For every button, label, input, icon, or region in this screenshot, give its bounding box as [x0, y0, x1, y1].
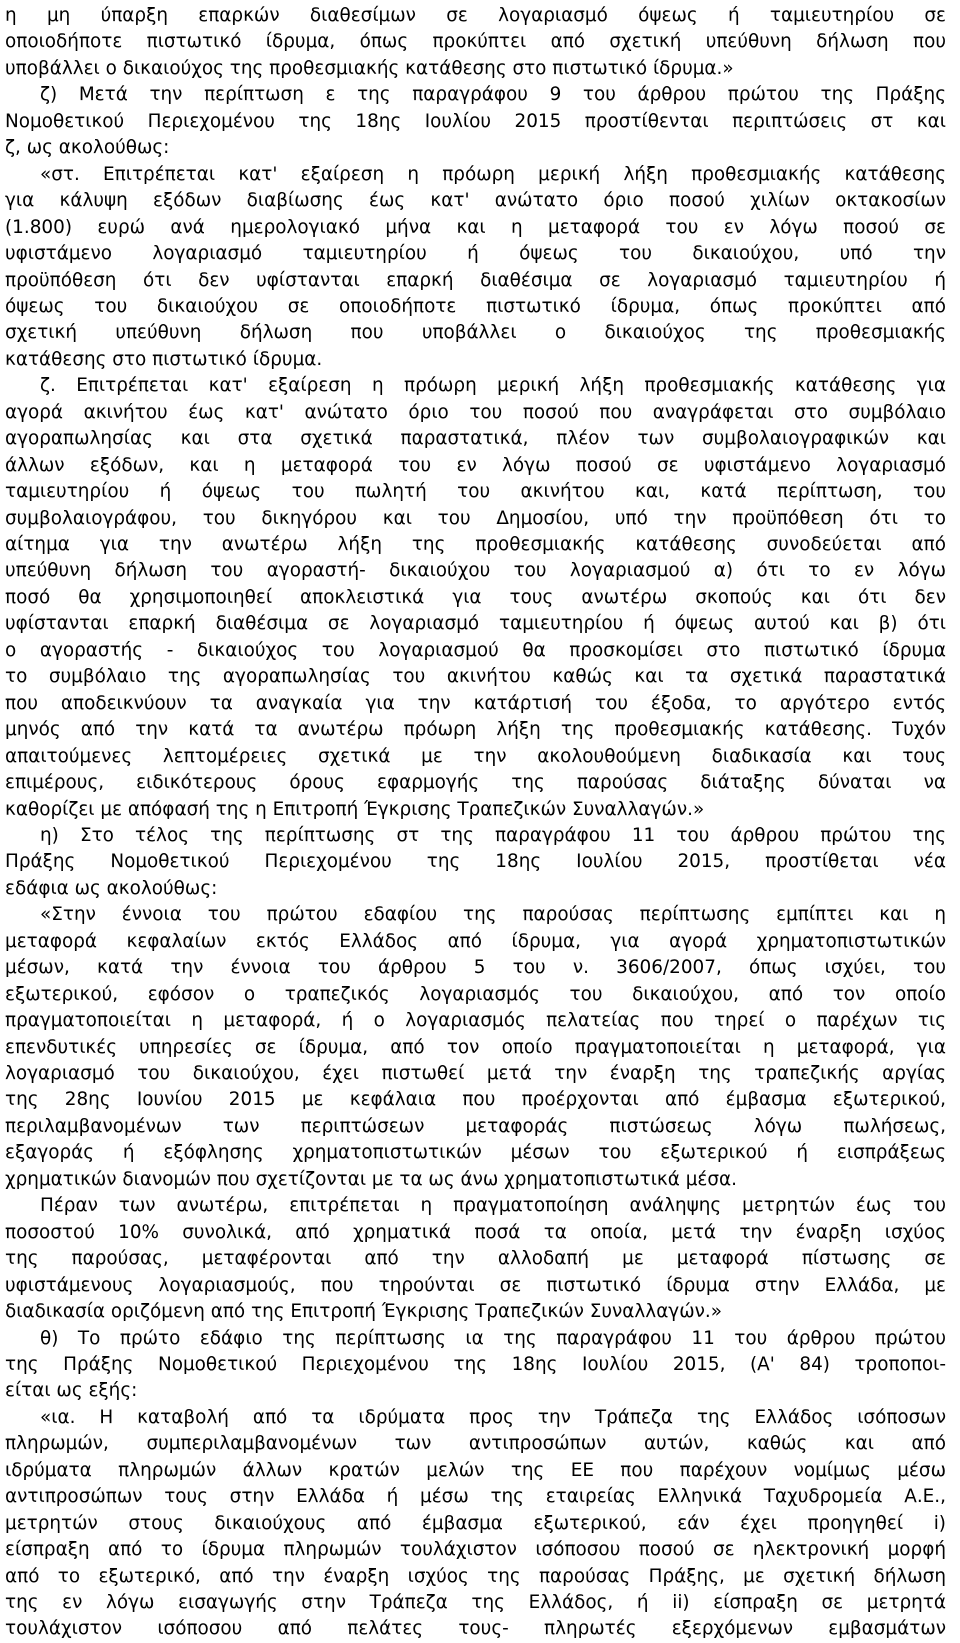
text-line-content: αίτημα για την ανωτέρω λήξη της προθεσμιακής κατάθεσης συνοδεύεται από [5, 534, 946, 555]
text-line [0, 1297, 960, 1326]
text-line [0, 1165, 960, 1194]
text-line [0, 847, 960, 876]
text-line-content: ποσοστού 10% συνολικά, από χρηματικά ποσά τα οποία, μετά την έναρξη ισχύος [5, 1221, 946, 1243]
text-line [0, 371, 960, 400]
text-line-content: (1.800) ευρώ ανά ημερολογιακό μήνα και η μεταφορά του εν λόγω ποσού σε [5, 216, 946, 238]
text-line [0, 609, 960, 638]
text-line-content: υφιστάμενους λογαριασμούς, που τηρούνται σε πιστωτικό ίδρυμα στην Ελλάδα, με [5, 1274, 946, 1296]
text-line-content: μεταφορά κεφαλαίων εκτός Ελλάδος από ίδρυμα, για αγορά χρηματοπιστωτικών [5, 930, 946, 952]
text-line-content: αγορά ακινήτου έως κατ' ανώτατο όριο του ποσού που αναγράφεται στο συμβόλαιο [5, 401, 946, 423]
text-line-content: για κάλυψη εξόδων διαβίωσης έως κατ' ανώτατο όριο ποσού χιλίων οκτακοσίων [5, 190, 946, 212]
text-line-content: Πέραν των ανωτέρω, επιτρέπεται η πραγματοποίηση ανάληψης μετρητών έως του [40, 1195, 946, 1217]
text-line [0, 795, 960, 824]
text-line [0, 292, 960, 321]
text-line [0, 504, 960, 533]
text-line [0, 715, 960, 744]
text-line-content: η) Στο τέλος της περίπτωσης στ της παραγράφου 11 του άρθρου πρώτου της [40, 824, 946, 846]
text-line-content: κατάθεσης στο πιστωτικό ίδρυμα. [5, 348, 323, 370]
text-line [0, 186, 960, 215]
text-line [0, 768, 960, 797]
text-line-content: της 28ης Ιουνίου 2015 με κεφάλαια που προέρχονται από έμβασμα εξωτερικού, [5, 1089, 946, 1111]
text-line-content: ζ. Επιτρέπεται κατ' εξαίρεση η πρόωρη μερική λήξη προθεσμιακής κατάθεσης για [40, 375, 946, 397]
text-line [0, 583, 960, 612]
text-line [0, 1614, 960, 1643]
text-line [0, 821, 960, 850]
text-line-content: μηνός από την κατά τα ανωτέρω πρόωρη λήξη της προθεσμιακής κατάθεσης. Τυχόν [5, 719, 946, 741]
text-line-content: διαδικασία οριζόμενη από της Επιτροπή Έγκρισης Τραπεζικών Συναλλαγών.» [5, 1301, 722, 1323]
text-line [0, 1456, 960, 1485]
text-line [0, 1085, 960, 1114]
text-line-content: τουλάχιστον ισόποσου από πελάτες τους- πληρωτές εξερχόμενων εμβασμάτων [5, 1618, 946, 1640]
text-line-content: είσπραξη από το ίδρυμα πληρωμών τουλάχιστον ισόποσου ποσού σε ηλεκτρονική μορφή [5, 1539, 946, 1561]
text-line [0, 1376, 960, 1405]
text-line [0, 980, 960, 1009]
text-line-content: ποσό θα χρησιμοποιηθεί αποκλειστικά για τους ανωτέρω σκοπούς και ότι δεν [5, 586, 946, 608]
text-line-content: οποιοδήποτε πιστωτικό ίδρυμα, όπως προκύπτει από σχετική υπεύθυνη δήλωση που [5, 31, 946, 53]
text-line [0, 1191, 960, 1220]
text-line-content: ζ, ως ακολούθως: [5, 137, 170, 159]
text-line [0, 133, 960, 162]
text-line-content: μετρητών στους δικαιούχους από έμβασμα εξωτερικού, εάν έχει προηγηθεί i) [5, 1512, 946, 1534]
text-line [0, 1006, 960, 1035]
text-line-content: το συμβόλαιο της αγοραπωλησίας του ακινήτου καθώς και τα σχετικά παραστατικά [5, 666, 946, 688]
text-line-content: υφίστανται επαρκή διαθέσιμα σε λογαριασμό ταμιευτηρίου ή όψεως αυτού και β) ότι [5, 613, 946, 635]
text-line [0, 1, 960, 30]
text-line [0, 1112, 960, 1141]
text-line [0, 530, 960, 559]
text-line-content: όψεως του δικαιούχου σε οποιοδήποτε πιστωτικό ίδρυμα, όπως προκύπτει από [5, 295, 946, 317]
text-line [0, 80, 960, 109]
text-line-content: «ια. Η καταβολή από τα ιδρύματα προς την Τράπεζα της Ελλάδος ισόποσων [40, 1406, 946, 1428]
text-line-content: Νομοθετικού Περιεχομένου της 18ης Ιουλίου 2015 προστίθενται περιπτώσεις στ και [5, 110, 946, 132]
text-line [0, 1403, 960, 1432]
text-line [0, 1059, 960, 1088]
text-line [0, 424, 960, 453]
text-line-content: υποβάλλει ο δικαιούχος της προθεσμιακής κατάθεσης στο πιστωτικό ίδρυμα.» [5, 57, 734, 79]
text-line-content: υπεύθυνη δήλωση του αγοραστή- δικαιούχου του λογαριασμού α) ότι το εν λόγω [5, 560, 946, 582]
text-line-content: προϋπόθεση ότι δεν υφίστανται επαρκή διαθέσιμα σε λογαριασμό ταμιευτηρίου ή [5, 269, 946, 291]
text-line [0, 927, 960, 956]
text-line [0, 662, 960, 691]
text-line [0, 1138, 960, 1167]
text-line [0, 742, 960, 771]
text-line [0, 107, 960, 136]
text-line-content: Πράξης Νομοθετικού Περιεχομένου της 18ης Ιουλίου 2015, προστίθεται νέα [5, 851, 946, 873]
text-line [0, 1033, 960, 1062]
text-line-content: χρηματικών διανομών που σχετίζονται με τα ως άνω χρηματοπιστωτικά μέσα. [5, 1168, 737, 1190]
text-line-content: της παρούσας, μεταφέρονται από την αλλοδαπή με μεταφορά πίστωσης σε [5, 1248, 946, 1270]
text-line-content: θ) Το πρώτο εδάφιο της περίπτωσης ια της παραγράφου 11 του άρθρου πρώτου [40, 1327, 946, 1349]
text-line-content: σχετική υπεύθυνη δήλωση που υποβάλλει ο δικαιούχος της προθεσμιακής [5, 322, 946, 344]
text-line [0, 1562, 960, 1591]
text-line-content: συμβολαιογράφου, του δικηγόρου και του Δημοσίου, υπό την προϋπόθεση ότι το [5, 507, 946, 529]
text-line-content: της Πράξης Νομοθετικού Περιεχομένου της 18ης Ιουλίου 2015, (Α' 84) τροποποι- [5, 1353, 946, 1375]
text-line-content: αντιπροσώπων τους στην Ελλάδα ή μέσω της εταιρείας Ελληνικά Ταχυδρομεία Α.Ε., [5, 1486, 946, 1508]
text-line [0, 1218, 960, 1247]
text-line-content: καθορίζει με απόφασή της η Επιτροπή Έγκρισης Τραπεζικών Συναλλαγών.» [5, 798, 705, 820]
text-line-content: πραγματοποιείται η μεταφορά, ή ο λογαριασμός πελατείας που τηρεί ο παρέχων τις [5, 1010, 946, 1032]
text-line-content: «Στην έννοια του πρώτου εδαφίου της παρούσας περίπτωσης εμπίπτει και η [40, 904, 946, 926]
text-line [0, 54, 960, 83]
text-line-content: που αποδεικνύουν τα αναγκαία για την κατάρτισή του έξοδα, το αργότερο εντός [5, 692, 946, 714]
text-line [0, 1588, 960, 1617]
text-line [0, 1271, 960, 1300]
text-line-content: λογαριασμό του δικαιούχου, έχει πιστωθεί μετά την έναρξη της τραπεζικής αργίας [5, 1063, 946, 1084]
text-line-content: η μη ύπαρξη επαρκών διαθεσίμων σε λογαριασμό όψεως ή ταμιευτηρίου σε [5, 5, 946, 26]
text-line [0, 1350, 960, 1379]
text-line-content: εξαγοράς ή εξόφλησης χρηματοπιστωτικών μέσων του εξωτερικού ή εισπράξεως [5, 1142, 946, 1164]
text-line [0, 160, 960, 189]
text-line-content: εξωτερικού, εφόσον ο τραπεζικός λογαριασμός του δικαιούχου, από τον οποίο [5, 983, 946, 1005]
text-line-content: αγοραπωλησίας και στα σχετικά παραστατικά, πλέον των συμβολαιογραφικών και [5, 428, 946, 450]
text-line-content: «στ. Επιτρέπεται κατ' εξαίρεση η πρόωρη μερική λήξη προθεσμιακής κατάθεσης [40, 163, 946, 185]
text-line [0, 239, 960, 268]
text-line-content: ο αγοραστής - δικαιούχος του λογαριασμού θα προσκομίσει στο πιστωτικό ίδρυμα [5, 639, 946, 661]
text-line [0, 1324, 960, 1353]
text-line [0, 953, 960, 982]
text-line-content: επενδυτικές υπηρεσίες σε ίδρυμα, από τον οποίο πραγματοποιείται η μεταφορά, για [5, 1036, 946, 1058]
text-line-content: ιδρύματα πληρωμών άλλων κρατών μελών της ΕΕ που παρέχουν νομίμως μέσω [5, 1459, 946, 1481]
text-line-content: εδάφια ως ακολούθως: [5, 877, 218, 899]
text-line-content: περιλαμβανομένων των περιπτώσεων μεταφοράς πιστώσεως λόγω πωλήσεως, [5, 1115, 946, 1137]
text-line [0, 900, 960, 929]
text-line [0, 213, 960, 242]
text-line [0, 345, 960, 374]
text-line [0, 266, 960, 295]
text-line-content: από το εξωτερικό, από την έναρξη ισχύος της παρούσας Πράξης, με σχετική δήλωση [5, 1565, 946, 1587]
text-line [0, 689, 960, 718]
text-line-content: άλλων εξόδων, και η μεταφορά του εν λόγω ποσού σε υφιστάμενο λογαριασμό [5, 454, 946, 476]
text-line [0, 874, 960, 903]
text-line [0, 398, 960, 427]
text-line [0, 636, 960, 665]
text-line-content: της εν λόγω εισαγωγής στην Τράπεζα της Ελλάδος, ή ii) είσπραξη σε μετρητά [5, 1592, 946, 1613]
text-line-content: επιμέρους, ειδικότερους όρους εφαρμογής της παρούσας διάταξης δύναται να [5, 772, 946, 794]
text-line [0, 1244, 960, 1273]
text-line [0, 451, 960, 480]
text-line [0, 318, 960, 347]
text-line [0, 1535, 960, 1564]
text-line [0, 1509, 960, 1538]
text-line-content: μέσων, κατά την έννοια του άρθρου 5 του ν. 3606/2007, όπως ισχύει, του [5, 957, 946, 979]
text-line-content: είται ως εξής: [5, 1380, 138, 1402]
text-line [0, 27, 960, 56]
text-line-content: πληρωμών, συμπεριλαμβανομένων των αντιπροσώπων αυτών, καθώς και από [5, 1433, 946, 1455]
text-line [0, 1429, 960, 1458]
text-line [0, 1482, 960, 1511]
text-line [0, 477, 960, 506]
text-line-content: ταμιευτηρίου ή όψεως του πωλητή του ακινήτου και, κατά περίπτωση, του [5, 481, 946, 503]
text-line [0, 556, 960, 585]
text-line-content: ζ) Μετά την περίπτωση ε της παραγράφου 9 του άρθρου πρώτου της Πράξης [40, 84, 946, 106]
text-line-content: απαιτούμενες λεπτομέρειες σχετικά με την ακολουθούμενη διαδικασία και τους [5, 745, 946, 767]
text-line-content: υφιστάμενο λογαριασμό ταμιευτηρίου ή όψεως του δικαιούχου, υπό την [5, 243, 946, 265]
